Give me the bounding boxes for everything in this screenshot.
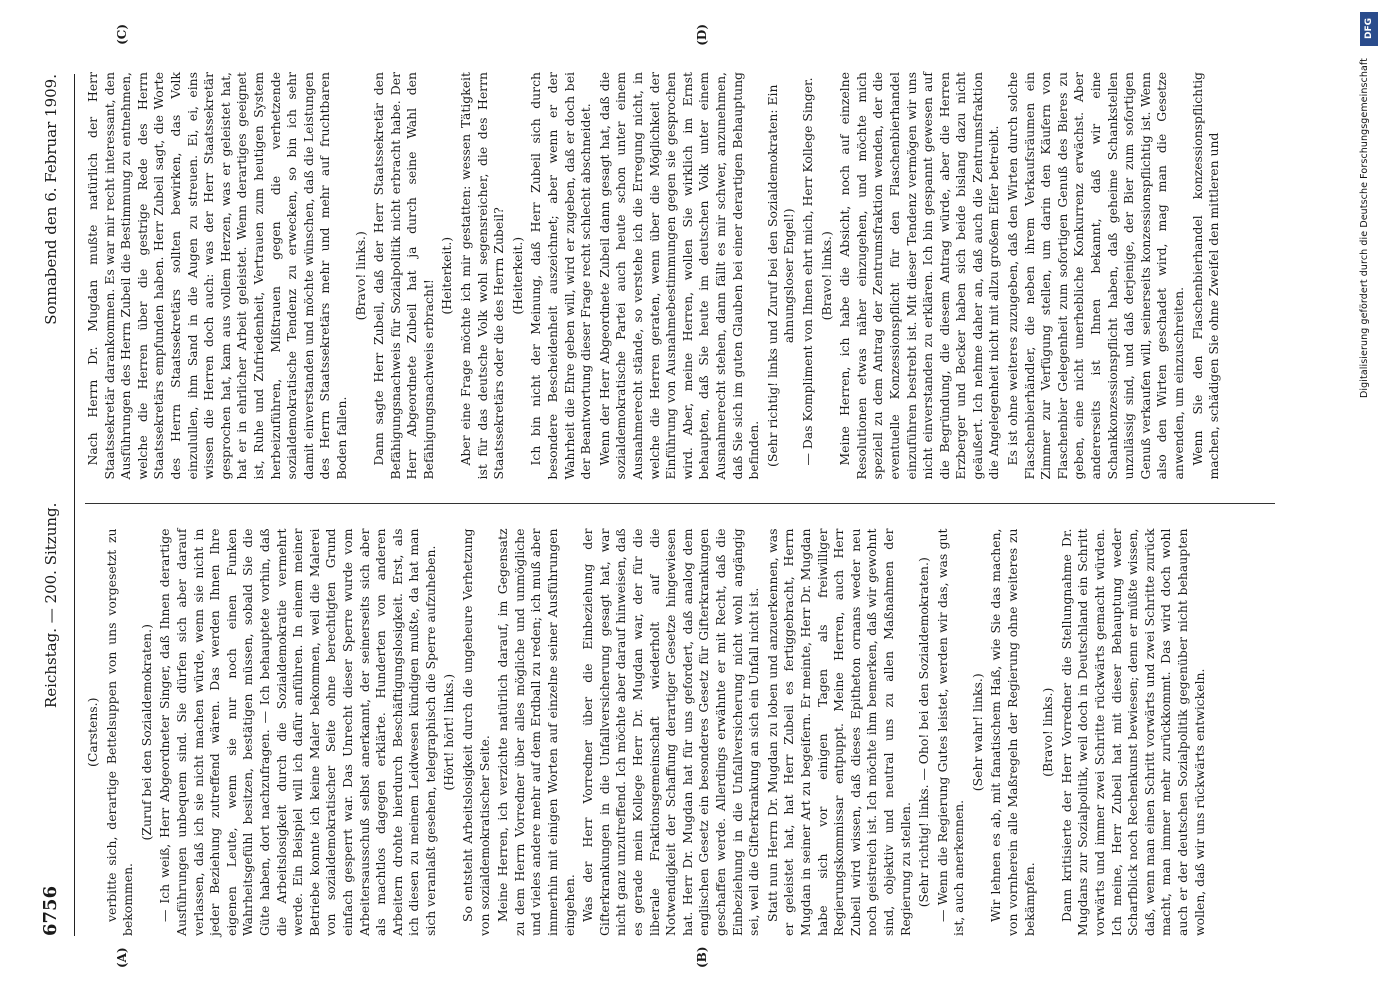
paragraph: verbitte sich, derartige Bettelsuppen von uns vorgesetzt zu bekommen.: [103, 528, 136, 936]
paragraph: Ich bin nicht der Meinung, daß Herr Zubeil sich durch besondere Bescheidenheit auszeichnet; aber wenn er der Wahrheit die Ehre geben will, wird er zugeben, daß er doch bei der Beantwortung dieser Frage recht schlecht abschneidet.: [528, 72, 594, 480]
paragraph: (Sehr wahr! links.): [969, 673, 985, 792]
right-column: [85, 48, 1275, 504]
paragraph: Aber eine Frage möchte ich mir gestatten: wessen Tätigkeit ist für das deutsche Volk wohl segensreicher, die des Herrn Staatssekretärs oder die des Herrn Zubeil?: [458, 72, 507, 480]
session-title: Reichstag. — 200. Sitzung.: [42, 502, 60, 709]
paragraph: (Heiterkeit.): [509, 236, 525, 315]
paragraph: Was der Herr Vorredner über die Einbeziehung der Gifterkrankungen in die Unfallversicherung gesagt hat, war nicht ganz unzutreffend. Ich möchte aber darauf hinweisen, daß es gerade mein Kollege Herr Dr. Mugdan war, der für die liberale Fraktionsgemeinschaft wiederholt auf die Notwendigkeit der Schaffung derartiger Gesetze hingewiesen hat. Herr Dr. Mugdan hat für uns gefordert, daß analog dem englischen Gesetz ein besonderes Gesetz für Gifterkrankungen geschaffen werde. Allerdings erwähnte er mit Recht, daß die Einbeziehung in die Unfallversicherung nicht wohl angängig sei, weil die Gifterkrankung an sich ein Unfall nicht ist.: [580, 528, 762, 936]
left-column: [85, 505, 1275, 961]
paragraph: — Das Kompliment von Ihnen ehrt mich, Herr Kollege Singer.: [799, 77, 815, 466]
paragraph: (Heiterkeit.): [439, 236, 455, 315]
paragraph: (Carstens.): [85, 697, 100, 767]
paragraph: (Bravo! links.): [1040, 687, 1056, 777]
digitization-credit: Digitalisierung gefördert durch die Deutsche Forschungsgemeinschaft: [1359, 58, 1370, 398]
paragraph: (Bravo! links.): [818, 231, 834, 321]
session-date: Sonnabend den 6. Februar 1909.: [42, 74, 60, 325]
paragraph: Wenn Sie den Flaschenbierhandel konzessionspflichtig machen, schädigen Sie ohne Zweifel den mittleren und: [1189, 72, 1222, 480]
paragraph: Meine Herren, ich habe die Absicht, noch auf einzelne Resolutionen etwas näher einzugehen, und möchte mich speziell zu dem Antrag der Zentrumsfraktion wenden, der die eventuelle Konzessionspflicht für den Flaschenbierhandel einzuführen bestrebt ist. Mit dieser Tendenz vermögen wir uns nicht einverstanden zu erklären. Ich bin gespannt gewesen auf die Begründung, die diesem Antrag würde, aber die Herren Erzberger und Becker haben sich beide bislang dazu nicht geäußert. Ich nehme daher an, daß auch die Zentrumsfraktion die Angelegenheit nicht mit allzu großem Eifer betreibt.: [837, 72, 1002, 480]
paragraph: Es ist ohne weiteres zuzugeben, daß den Wirten durch solche Flaschenbierhändler, die neben ihrem Verkaufsräumen ein Zimmer zur Verfügung stellen, um darin den Käufern von Flaschenbier Gelegenheit zum sofortigen Genuß des Bieres zu geben, eine nicht unerhebliche Konkurrenz erwächst. Aber andererseits ist Ihnen bekannt, daß wir eine Schankkonzessionspflicht haben, daß geheime Schankstellen unzulässig sind, und daß derjenige, der Bier zum sofortigen Genuß verkaufen will, seinerseits konzessionspflichtig ist. Wenn also den Wirten geschadet wird, mag man die Gesetze anwenden, um einzuschreiten.: [1005, 72, 1186, 480]
paragraph: Dann sagte Herr Zubeil, daß der Herr Staatssekretär den Befähigungsnachweis für Sozialpolitik nicht erbracht habe. Der Herr Abgeordnete Zubeil hat ja durch seine Wahl den Befähigungsnachweis erbracht!: [371, 72, 436, 480]
paragraph: — Wenn die Regierung Gutes leistet, werden wir das, was gut ist, auch anerkennen.: [934, 528, 967, 936]
page-header: [40, 74, 75, 936]
credit-strip: [1357, 6, 1381, 996]
dfg-logo-text: DFG: [1364, 18, 1374, 40]
margin-marker-a: (A): [115, 947, 129, 968]
paragraph: — Ich weiß, Herr Abgeordneter Singer, daß Ihnen derartige Ausführungen unbequem sind. Sie dürfen sich aber darauf verlassen, daß ich sie nicht machen würde, wenn sie nicht in jeder Beziehung zutreffend wären. Das werden Ihnen Ihre eigenen Leute, wenn sie nur noch einen Funken Wahrheitsgefühl besitzen, bestätigen müssen, sobald Sie die Güte haben, dort nachzufragen. — Ich behauptete vorhin, daß die Arbeitslosigkeit durch die Sozialdemokratie vermehrt werde. Ein Beispiel will ich dafür anführen. In einem meiner Betriebe konnte ich keine Maler bekommen, weil die Malerei von sozialdemokratischer Seite ohne berechtigten Grund einfach gesperrt war. Das Unrecht dieser Sperre wurde vom Arbeitersausschuß selbst anerkannt, der seinerseits sich aber als machtlos dagegen erklärte. Hunderten von anderen Arbeitern drohte hierdurch Beschäftigungslosigkeit. Erst, als ich diesen zu meinem Leidwesen kündigen mußte, da hat man sich veranlaßt gesehen, telegraphisch die Sperre aufzuheben.: [157, 528, 438, 936]
margin-marker-b: (B): [695, 946, 709, 968]
paragraph: (Sehr richtig! links. — Oho! bei den Sozialdemokraten.): [916, 557, 932, 908]
paragraph: Statt nun Herrn Dr. Mugdan zu loben und anzuerkennen, was er geleistet hat, hat Herr Zubeil es fertiggebracht, Herrn Mugdan in seiner Art zu begeifern. Er meinte, Herr Dr. Mugdan habe sich vor einigen Tagen als freiwilliger Regierungskommissar entpuppt. Meine Herren, auch Herr Zubeil wird wissen, daß dieses Epitheton ornans weder neu noch geistreich ist. Ich möchte ihm bemerken, daß wir gewohnt sind, objektiv und neutral uns zu allen Maßnahmen der Regierung zu stellen.: [764, 528, 913, 936]
paragraph: Dann kritisierte der Herr Vorredner die Stellungnahme Dr. Mugdans zur Sozialpolitik, weil doch in Deutschland ein Schritt vorwärts und immer zwei Schritte rückwärts gemacht würden. Ich meine, Herr Zubeil hat mit dieser Behauptung weder Scharfblick noch Rechenkunst bewiesen; denn er müßte wissen, daß, wenn man einen Schritt vorwärts und zwei Schritte zurück macht, man immer mehr zurückkommt. Das wird doch wohl auch er der deutschen Sozialpolitik gegenüber nicht behaupten wollen, daß wir uns rückwärts entwickeln.: [1058, 528, 1207, 936]
dfg-logo: [1360, 12, 1378, 46]
text-columns: [85, 24, 1275, 968]
page-number: 6756: [40, 885, 61, 936]
paragraph: (Hört! hört! links.): [441, 673, 457, 791]
paragraph: Wenn der Herr Abgeordnete Zubeil dann gesagt hat, daß die sozialdemokratische Partei auch heute schon unter einem Ausnahmerecht stände, so verstehe ich die Erregung nicht, in welche die Herren geraten, wenn über die Möglichkeit der Einführung von Ausnahmebestimmungen gegen sie gesprochen wird. Aber, meine Herren, wollen Sie wirklich im Ernst behaupten, daß Sie heute im deutschen Volk unter einem Ausnahmerecht stehen, dann fällt es mir schwer, anzunehmen, daß Sie sich im guten Glauben bei einer derartigen Behauptung befinden.: [596, 72, 762, 480]
paragraph: Nach Herrn Dr. Mugdan mußte natürlich der Herr Staatssekretär darankommen. Es war mir recht interessant, den Ausführungen des Herrn Zubeil die Bestimmung zu entnehmen, welche die Herren über die gestrige Rede des Herrn Staatssekretärs empfunden haben. Herr Zubeil sagt, die Worte des Herrn Staatssekretärs sollten bewirken, das Volk einzulullen, ihm Sand in die Augen zu streuen. Ei, ei, eins wissen die Herren doch auch: was der Herr Staatssekretär gesprochen hat, kam aus vollem Herzen, was er geleistet hat, hat er in ehrlicher Arbeit geleistet. Wenn derartiges geeignet ist, Ruhe und Zufriedenheit, Vertrauen zum heutigen System herbeizuführen, Mißtrauen gegen die verhetzende sozialdemokratische Tendenz zu erwecken, so bin ich sehr damit einverstanden und möchte wünschen, daß die Leistungen des Herrn Staatssekretärs mehr und mehr auf fruchtbaren Boden fallen.: [85, 72, 349, 480]
paragraph: Meine Herren, ich verzichte natürlich darauf, im Gegensatz zu dem Herrn Vorredner über alles mögliche und unmögliche und vieles andere mehr auf dem Erdball zu reden; ich muß aber immerhin mit einigen Worten auf einzelne seiner Ausführungen eingehen.: [495, 528, 577, 936]
margin-marker-c: (C): [115, 24, 129, 45]
paragraph: So entsteht Arbeitslosigkeit durch die ungeheure Verhetzung von sozialdemokratischer Seite.: [460, 528, 492, 936]
paragraph: (Sehr richtig! links und Zuruf bei den Sozialdemokraten: Ein ahnungsloser Engel!): [764, 84, 797, 467]
paragraph: (Bravo! links.): [352, 231, 368, 321]
paragraph: Wir lehnen es ab, mit fanatischem Haß, wie Sie das machen, von vornherein alle Maßregeln der Regierung ohne weiteres zu bekämpfen.: [988, 528, 1037, 936]
margin-marker-d: (D): [695, 24, 709, 46]
column-divider: [85, 504, 1275, 505]
paragraph: (Zuruf bei den Sozialdemokraten.): [138, 624, 154, 841]
